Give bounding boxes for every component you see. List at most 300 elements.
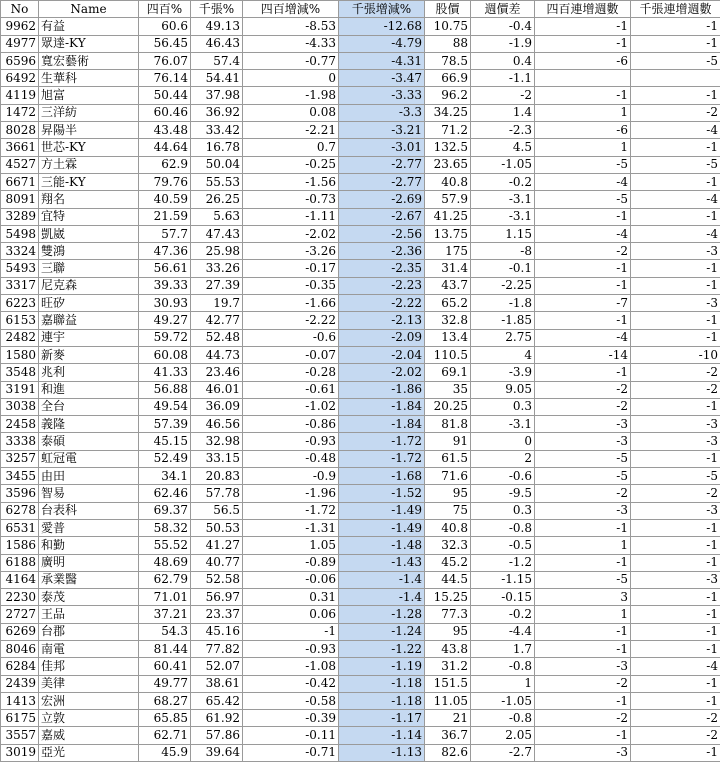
cell-name[interactable]: 承業醫 <box>39 571 139 588</box>
cell-no[interactable]: 6492 <box>1 70 39 87</box>
cell-no[interactable]: 1472 <box>1 104 39 121</box>
cell-week-diff[interactable]: -1.05 <box>471 156 535 173</box>
cell-400-weeks[interactable]: -6 <box>535 122 631 139</box>
cell-price[interactable]: 21 <box>425 710 471 727</box>
cell-400-change[interactable]: -0.6 <box>243 329 339 346</box>
cell-week-diff[interactable]: 2.75 <box>471 329 535 346</box>
header-1000-pct[interactable]: 千張% <box>191 1 243 18</box>
cell-1000-pct[interactable]: 49.13 <box>191 18 243 35</box>
cell-1000-change[interactable]: -1.84 <box>339 398 425 415</box>
cell-name[interactable]: 寬宏藝術 <box>39 52 139 69</box>
table-row[interactable] <box>1 122 720 139</box>
cell-400-weeks[interactable]: -2 <box>535 381 631 398</box>
cell-1000-change[interactable]: -2.35 <box>339 260 425 277</box>
cell-400-change[interactable]: -1.66 <box>243 295 339 312</box>
cell-400-weeks[interactable]: -5 <box>535 191 631 208</box>
cell-1000-change[interactable]: -1.48 <box>339 537 425 554</box>
table-row[interactable] <box>1 156 720 173</box>
cell-week-diff[interactable]: -0.8 <box>471 710 535 727</box>
cell-400-weeks[interactable]: -7 <box>535 295 631 312</box>
cell-1000-pct[interactable]: 57.86 <box>191 727 243 744</box>
cell-400-change[interactable]: -0.17 <box>243 260 339 277</box>
cell-400-pct[interactable]: 48.69 <box>139 554 191 571</box>
cell-no[interactable]: 3557 <box>1 727 39 744</box>
cell-price[interactable]: 75 <box>425 502 471 519</box>
cell-no[interactable]: 6175 <box>1 710 39 727</box>
cell-price[interactable]: 13.75 <box>425 225 471 242</box>
cell-no[interactable]: 6531 <box>1 519 39 536</box>
cell-400-change[interactable]: -0.06 <box>243 571 339 588</box>
cell-no[interactable]: 4119 <box>1 87 39 104</box>
cell-1000-pct[interactable]: 61.92 <box>191 710 243 727</box>
cell-400-change[interactable]: -8.53 <box>243 18 339 35</box>
cell-1000-change[interactable]: -3.01 <box>339 139 425 156</box>
cell-400-weeks[interactable]: -14 <box>535 346 631 363</box>
cell-1000-pct[interactable]: 50.04 <box>191 156 243 173</box>
cell-price[interactable]: 132.5 <box>425 139 471 156</box>
cell-no[interactable]: 4977 <box>1 35 39 52</box>
cell-price[interactable]: 31.4 <box>425 260 471 277</box>
cell-1000-change[interactable]: -1.49 <box>339 502 425 519</box>
cell-price[interactable]: 20.25 <box>425 398 471 415</box>
cell-name[interactable]: 雙鴻 <box>39 243 139 260</box>
cell-400-change[interactable]: -2.22 <box>243 312 339 329</box>
table-row[interactable] <box>1 18 720 35</box>
cell-no[interactable]: 5498 <box>1 225 39 242</box>
cell-1000-change[interactable]: -1.4 <box>339 589 425 606</box>
cell-no[interactable]: 9962 <box>1 18 39 35</box>
cell-400-change[interactable]: 1.05 <box>243 537 339 554</box>
cell-name[interactable]: 泰碩 <box>39 433 139 450</box>
cell-1000-change[interactable]: -1.84 <box>339 416 425 433</box>
cell-1000-pct[interactable]: 50.53 <box>191 519 243 536</box>
cell-price[interactable]: 65.2 <box>425 295 471 312</box>
cell-400-weeks[interactable]: -2 <box>535 398 631 415</box>
table-row[interactable] <box>1 433 720 450</box>
cell-1000-pct[interactable]: 55.53 <box>191 173 243 190</box>
table-row[interactable] <box>1 589 720 606</box>
cell-1000-change[interactable]: -2.04 <box>339 346 425 363</box>
cell-400-weeks[interactable]: -1 <box>535 208 631 225</box>
cell-400-change[interactable]: -1.08 <box>243 658 339 675</box>
cell-1000-weeks[interactable]: -2 <box>631 485 720 502</box>
cell-400-pct[interactable]: 44.64 <box>139 139 191 156</box>
cell-400-weeks[interactable]: -1 <box>535 277 631 294</box>
cell-400-pct[interactable]: 37.21 <box>139 606 191 623</box>
cell-no[interactable]: 6278 <box>1 502 39 519</box>
cell-400-change[interactable]: -0.73 <box>243 191 339 208</box>
cell-1000-pct[interactable]: 20.83 <box>191 468 243 485</box>
cell-no[interactable]: 8046 <box>1 640 39 657</box>
cell-price[interactable]: 23.65 <box>425 156 471 173</box>
cell-1000-change[interactable]: -2.23 <box>339 277 425 294</box>
cell-400-pct[interactable]: 62.71 <box>139 727 191 744</box>
cell-price[interactable]: 77.3 <box>425 606 471 623</box>
cell-price[interactable]: 71.2 <box>425 122 471 139</box>
cell-1000-weeks[interactable]: -1 <box>631 87 720 104</box>
cell-1000-change[interactable]: -2.56 <box>339 225 425 242</box>
cell-no[interactable]: 2458 <box>1 416 39 433</box>
cell-400-pct[interactable]: 34.1 <box>139 468 191 485</box>
cell-name[interactable]: 台表科 <box>39 502 139 519</box>
cell-1000-weeks[interactable]: -2 <box>631 710 720 727</box>
cell-400-pct[interactable]: 68.27 <box>139 692 191 709</box>
cell-400-weeks[interactable]: 1 <box>535 104 631 121</box>
cell-1000-weeks[interactable]: -1 <box>631 260 720 277</box>
table-row[interactable] <box>1 295 720 312</box>
cell-400-weeks[interactable]: -5 <box>535 571 631 588</box>
cell-1000-pct[interactable]: 46.01 <box>191 381 243 398</box>
table-row[interactable] <box>1 87 720 104</box>
cell-week-diff[interactable]: -2.25 <box>471 277 535 294</box>
cell-price[interactable]: 82.6 <box>425 744 471 761</box>
cell-1000-weeks[interactable]: -2 <box>631 104 720 121</box>
cell-400-change[interactable]: -2.21 <box>243 122 339 139</box>
cell-400-weeks[interactable]: -6 <box>535 52 631 69</box>
cell-1000-weeks[interactable]: -3 <box>631 571 720 588</box>
header-400-pct[interactable]: 四百% <box>139 1 191 18</box>
cell-1000-pct[interactable]: 26.25 <box>191 191 243 208</box>
cell-400-change[interactable]: -2.02 <box>243 225 339 242</box>
cell-name[interactable]: 立敦 <box>39 710 139 727</box>
cell-400-pct[interactable]: 40.59 <box>139 191 191 208</box>
cell-week-diff[interactable]: 1 <box>471 675 535 692</box>
table-row[interactable] <box>1 381 720 398</box>
cell-week-diff[interactable]: -1.9 <box>471 35 535 52</box>
cell-price[interactable]: 40.8 <box>425 519 471 536</box>
cell-no[interactable]: 3289 <box>1 208 39 225</box>
cell-400-change[interactable]: -0.93 <box>243 433 339 450</box>
cell-1000-weeks[interactable]: -4 <box>631 122 720 139</box>
cell-week-diff[interactable]: -2 <box>471 87 535 104</box>
cell-1000-change[interactable]: -4.79 <box>339 35 425 52</box>
cell-1000-weeks[interactable]: -4 <box>631 658 720 675</box>
cell-400-weeks[interactable]: -1 <box>535 312 631 329</box>
cell-400-change[interactable]: -0.61 <box>243 381 339 398</box>
cell-400-change[interactable]: -0.39 <box>243 710 339 727</box>
cell-400-weeks[interactable]: -3 <box>535 658 631 675</box>
cell-400-weeks[interactable]: -1 <box>535 87 631 104</box>
cell-1000-change[interactable]: -1.86 <box>339 381 425 398</box>
cell-400-pct[interactable]: 21.59 <box>139 208 191 225</box>
cell-1000-pct[interactable]: 5.63 <box>191 208 243 225</box>
table-row[interactable] <box>1 260 720 277</box>
cell-price[interactable]: 69.1 <box>425 364 471 381</box>
cell-name[interactable]: 三聯 <box>39 260 139 277</box>
cell-400-change[interactable]: -1.96 <box>243 485 339 502</box>
cell-price[interactable]: 31.2 <box>425 658 471 675</box>
cell-1000-change[interactable]: -4.31 <box>339 52 425 69</box>
cell-1000-pct[interactable]: 44.73 <box>191 346 243 363</box>
cell-week-diff[interactable]: -3.1 <box>471 191 535 208</box>
cell-week-diff[interactable]: -1.2 <box>471 554 535 571</box>
cell-no[interactable]: 8091 <box>1 191 39 208</box>
cell-week-diff[interactable]: -0.15 <box>471 589 535 606</box>
cell-400-change[interactable]: 0.31 <box>243 589 339 606</box>
cell-400-weeks[interactable]: -1 <box>535 519 631 536</box>
cell-400-pct[interactable]: 49.27 <box>139 312 191 329</box>
cell-week-diff[interactable]: -1.1 <box>471 70 535 87</box>
cell-1000-pct[interactable]: 16.78 <box>191 139 243 156</box>
cell-name[interactable]: 佳邦 <box>39 658 139 675</box>
cell-price[interactable]: 44.5 <box>425 571 471 588</box>
cell-1000-weeks[interactable]: -2 <box>631 364 720 381</box>
cell-400-pct[interactable]: 47.36 <box>139 243 191 260</box>
cell-400-weeks[interactable]: -5 <box>535 468 631 485</box>
cell-1000-change[interactable]: -2.77 <box>339 156 425 173</box>
cell-1000-pct[interactable]: 45.16 <box>191 623 243 640</box>
cell-price[interactable]: 15.25 <box>425 589 471 606</box>
cell-week-diff[interactable]: 4.5 <box>471 139 535 156</box>
cell-400-change[interactable]: -0.89 <box>243 554 339 571</box>
cell-name[interactable]: 三洋紡 <box>39 104 139 121</box>
cell-400-change[interactable]: -0.42 <box>243 675 339 692</box>
cell-name[interactable]: 方土霖 <box>39 156 139 173</box>
table-row[interactable] <box>1 744 720 761</box>
cell-1000-weeks[interactable]: -3 <box>631 243 720 260</box>
cell-1000-weeks[interactable]: -1 <box>631 606 720 623</box>
cell-400-pct[interactable]: 58.32 <box>139 519 191 536</box>
cell-1000-change[interactable]: -3.47 <box>339 70 425 87</box>
cell-400-pct[interactable]: 49.54 <box>139 398 191 415</box>
table-row[interactable] <box>1 519 720 536</box>
table-row[interactable] <box>1 468 720 485</box>
table-row[interactable] <box>1 623 720 640</box>
cell-1000-change[interactable]: -1.72 <box>339 433 425 450</box>
cell-400-weeks[interactable]: -1 <box>535 364 631 381</box>
cell-1000-weeks[interactable]: -1 <box>631 329 720 346</box>
cell-400-change[interactable]: -3.26 <box>243 243 339 260</box>
cell-week-diff[interactable]: 1.4 <box>471 104 535 121</box>
cell-1000-weeks[interactable]: -1 <box>631 450 720 467</box>
cell-week-diff[interactable]: -2.3 <box>471 122 535 139</box>
cell-week-diff[interactable]: -9.5 <box>471 485 535 502</box>
cell-price[interactable]: 66.9 <box>425 70 471 87</box>
cell-name[interactable]: 有益 <box>39 18 139 35</box>
table-row[interactable] <box>1 346 720 363</box>
cell-1000-weeks[interactable]: -1 <box>631 277 720 294</box>
cell-name[interactable]: 三能-KY <box>39 173 139 190</box>
cell-400-change[interactable]: -0.28 <box>243 364 339 381</box>
cell-400-pct[interactable]: 79.76 <box>139 173 191 190</box>
cell-price[interactable]: 41.25 <box>425 208 471 225</box>
cell-1000-weeks[interactable]: -1 <box>631 640 720 657</box>
cell-1000-pct[interactable]: 56.97 <box>191 589 243 606</box>
table-row[interactable] <box>1 312 720 329</box>
cell-week-diff[interactable]: -3.9 <box>471 364 535 381</box>
cell-400-weeks[interactable]: 1 <box>535 606 631 623</box>
header-name[interactable]: Name <box>39 1 139 18</box>
cell-400-weeks[interactable]: -2 <box>535 675 631 692</box>
cell-400-change[interactable]: -0.86 <box>243 416 339 433</box>
cell-no[interactable]: 6671 <box>1 173 39 190</box>
cell-400-change[interactable]: -0.9 <box>243 468 339 485</box>
cell-1000-pct[interactable]: 57.78 <box>191 485 243 502</box>
cell-400-change[interactable]: -0.71 <box>243 744 339 761</box>
cell-1000-weeks[interactable]: -1 <box>631 537 720 554</box>
cell-price[interactable]: 35 <box>425 381 471 398</box>
header-400-weeks[interactable]: 四百連增週數 <box>535 1 631 18</box>
cell-price[interactable]: 43.8 <box>425 640 471 657</box>
cell-week-diff[interactable]: -0.2 <box>471 173 535 190</box>
cell-name[interactable]: 世芯-KY <box>39 139 139 156</box>
cell-400-change[interactable]: -0.48 <box>243 450 339 467</box>
cell-400-weeks[interactable]: -4 <box>535 225 631 242</box>
cell-400-weeks[interactable]: -2 <box>535 710 631 727</box>
cell-no[interactable]: 3038 <box>1 398 39 415</box>
table-row[interactable] <box>1 658 720 675</box>
cell-1000-change[interactable]: -2.22 <box>339 295 425 312</box>
table-row[interactable] <box>1 727 720 744</box>
cell-1000-weeks[interactable]: -3 <box>631 416 720 433</box>
cell-name[interactable]: 連宇 <box>39 329 139 346</box>
cell-1000-weeks[interactable]: -1 <box>631 398 720 415</box>
cell-400-change[interactable]: 0 <box>243 70 339 87</box>
cell-1000-weeks[interactable]: -3 <box>631 295 720 312</box>
cell-400-change[interactable]: -0.77 <box>243 52 339 69</box>
cell-400-pct[interactable]: 60.6 <box>139 18 191 35</box>
cell-1000-weeks[interactable]: -10 <box>631 346 720 363</box>
cell-week-diff[interactable]: 0.3 <box>471 502 535 519</box>
table-row[interactable] <box>1 416 720 433</box>
cell-price[interactable]: 45.2 <box>425 554 471 571</box>
cell-1000-weeks[interactable]: -5 <box>631 468 720 485</box>
cell-week-diff[interactable]: -8 <box>471 243 535 260</box>
table-row[interactable] <box>1 52 720 69</box>
cell-400-change[interactable]: -0.07 <box>243 346 339 363</box>
cell-no[interactable]: 8028 <box>1 122 39 139</box>
cell-week-diff[interactable]: -0.4 <box>471 18 535 35</box>
cell-no[interactable]: 6223 <box>1 295 39 312</box>
cell-1000-change[interactable]: -1.72 <box>339 450 425 467</box>
cell-week-diff[interactable]: 0.4 <box>471 52 535 69</box>
cell-no[interactable]: 3019 <box>1 744 39 761</box>
cell-1000-pct[interactable]: 23.46 <box>191 364 243 381</box>
cell-400-change[interactable]: -0.93 <box>243 640 339 657</box>
cell-1000-change[interactable]: -12.68 <box>339 18 425 35</box>
cell-price[interactable]: 10.75 <box>425 18 471 35</box>
cell-400-pct[interactable]: 57.39 <box>139 416 191 433</box>
cell-1000-pct[interactable]: 33.42 <box>191 122 243 139</box>
cell-1000-change[interactable]: -2.02 <box>339 364 425 381</box>
table-row[interactable] <box>1 191 720 208</box>
cell-400-change[interactable]: 0.06 <box>243 606 339 623</box>
cell-1000-pct[interactable]: 52.58 <box>191 571 243 588</box>
cell-400-weeks[interactable]: -4 <box>535 329 631 346</box>
header-no[interactable]: No <box>1 1 39 18</box>
cell-400-pct[interactable]: 59.72 <box>139 329 191 346</box>
cell-price[interactable]: 91 <box>425 433 471 450</box>
cell-name[interactable]: 宜特 <box>39 208 139 225</box>
cell-400-pct[interactable]: 69.37 <box>139 502 191 519</box>
cell-400-weeks[interactable]: -1 <box>535 623 631 640</box>
table-row[interactable] <box>1 139 720 156</box>
cell-1000-change[interactable]: -1.4 <box>339 571 425 588</box>
table-row[interactable] <box>1 675 720 692</box>
cell-1000-pct[interactable]: 56.5 <box>191 502 243 519</box>
cell-1000-change[interactable]: -1.18 <box>339 692 425 709</box>
cell-1000-pct[interactable]: 38.61 <box>191 675 243 692</box>
cell-400-weeks[interactable]: -1 <box>535 18 631 35</box>
cell-no[interactable]: 1580 <box>1 346 39 363</box>
cell-1000-weeks[interactable]: -1 <box>631 744 720 761</box>
cell-1000-pct[interactable]: 46.56 <box>191 416 243 433</box>
cell-400-weeks[interactable]: -1 <box>535 640 631 657</box>
cell-price[interactable]: 32.3 <box>425 537 471 554</box>
cell-1000-pct[interactable]: 65.42 <box>191 692 243 709</box>
cell-week-diff[interactable]: 1.15 <box>471 225 535 242</box>
cell-1000-pct[interactable]: 40.77 <box>191 554 243 571</box>
cell-1000-weeks[interactable]: -3 <box>631 433 720 450</box>
cell-1000-pct[interactable]: 33.26 <box>191 260 243 277</box>
cell-name[interactable]: 眾達-KY <box>39 35 139 52</box>
cell-no[interactable]: 1413 <box>1 692 39 709</box>
cell-400-pct[interactable]: 55.52 <box>139 537 191 554</box>
cell-400-pct[interactable]: 49.77 <box>139 675 191 692</box>
cell-1000-change[interactable]: -2.67 <box>339 208 425 225</box>
cell-1000-change[interactable]: -1.13 <box>339 744 425 761</box>
cell-400-pct[interactable]: 45.15 <box>139 433 191 450</box>
cell-400-change[interactable]: 0.7 <box>243 139 339 156</box>
cell-no[interactable]: 6596 <box>1 52 39 69</box>
cell-1000-change[interactable]: -1.68 <box>339 468 425 485</box>
cell-400-change[interactable]: -0.35 <box>243 277 339 294</box>
cell-1000-pct[interactable]: 57.4 <box>191 52 243 69</box>
table-row[interactable] <box>1 225 720 242</box>
cell-400-weeks[interactable]: -3 <box>535 502 631 519</box>
cell-price[interactable]: 95 <box>425 485 471 502</box>
cell-1000-pct[interactable]: 52.48 <box>191 329 243 346</box>
cell-1000-change[interactable]: -1.28 <box>339 606 425 623</box>
cell-400-weeks[interactable]: -1 <box>535 260 631 277</box>
cell-name[interactable]: 嘉威 <box>39 727 139 744</box>
cell-price[interactable]: 36.7 <box>425 727 471 744</box>
cell-name[interactable]: 虹冠電 <box>39 450 139 467</box>
header-price[interactable]: 股價 <box>425 1 471 18</box>
cell-1000-pct[interactable]: 52.07 <box>191 658 243 675</box>
cell-week-diff[interactable]: 9.05 <box>471 381 535 398</box>
cell-price[interactable]: 175 <box>425 243 471 260</box>
cell-no[interactable]: 4164 <box>1 571 39 588</box>
header-week-diff[interactable]: 週價差 <box>471 1 535 18</box>
cell-week-diff[interactable]: 0 <box>471 433 535 450</box>
cell-price[interactable]: 13.4 <box>425 329 471 346</box>
cell-400-pct[interactable]: 76.14 <box>139 70 191 87</box>
cell-1000-pct[interactable]: 42.77 <box>191 312 243 329</box>
cell-400-weeks[interactable]: -1 <box>535 554 631 571</box>
cell-400-pct[interactable]: 62.9 <box>139 156 191 173</box>
cell-1000-change[interactable]: -2.36 <box>339 243 425 260</box>
header-1000-weeks[interactable]: 千張連增週數 <box>631 1 720 18</box>
table-row[interactable] <box>1 571 720 588</box>
cell-1000-weeks[interactable]: -1 <box>631 312 720 329</box>
table-row[interactable] <box>1 606 720 623</box>
cell-name[interactable]: 新麥 <box>39 346 139 363</box>
cell-week-diff[interactable]: -1.05 <box>471 692 535 709</box>
cell-1000-change[interactable]: -1.49 <box>339 519 425 536</box>
cell-400-change[interactable]: -4.33 <box>243 35 339 52</box>
table-row[interactable] <box>1 710 720 727</box>
cell-name[interactable]: 旺矽 <box>39 295 139 312</box>
table-row[interactable] <box>1 364 720 381</box>
cell-name[interactable]: 全台 <box>39 398 139 415</box>
cell-1000-weeks[interactable]: -1 <box>631 173 720 190</box>
cell-400-pct[interactable]: 52.49 <box>139 450 191 467</box>
cell-1000-change[interactable]: -1.52 <box>339 485 425 502</box>
cell-name[interactable]: 凱崴 <box>39 225 139 242</box>
cell-1000-weeks[interactable]: -1 <box>631 675 720 692</box>
cell-1000-change[interactable]: -1.17 <box>339 710 425 727</box>
